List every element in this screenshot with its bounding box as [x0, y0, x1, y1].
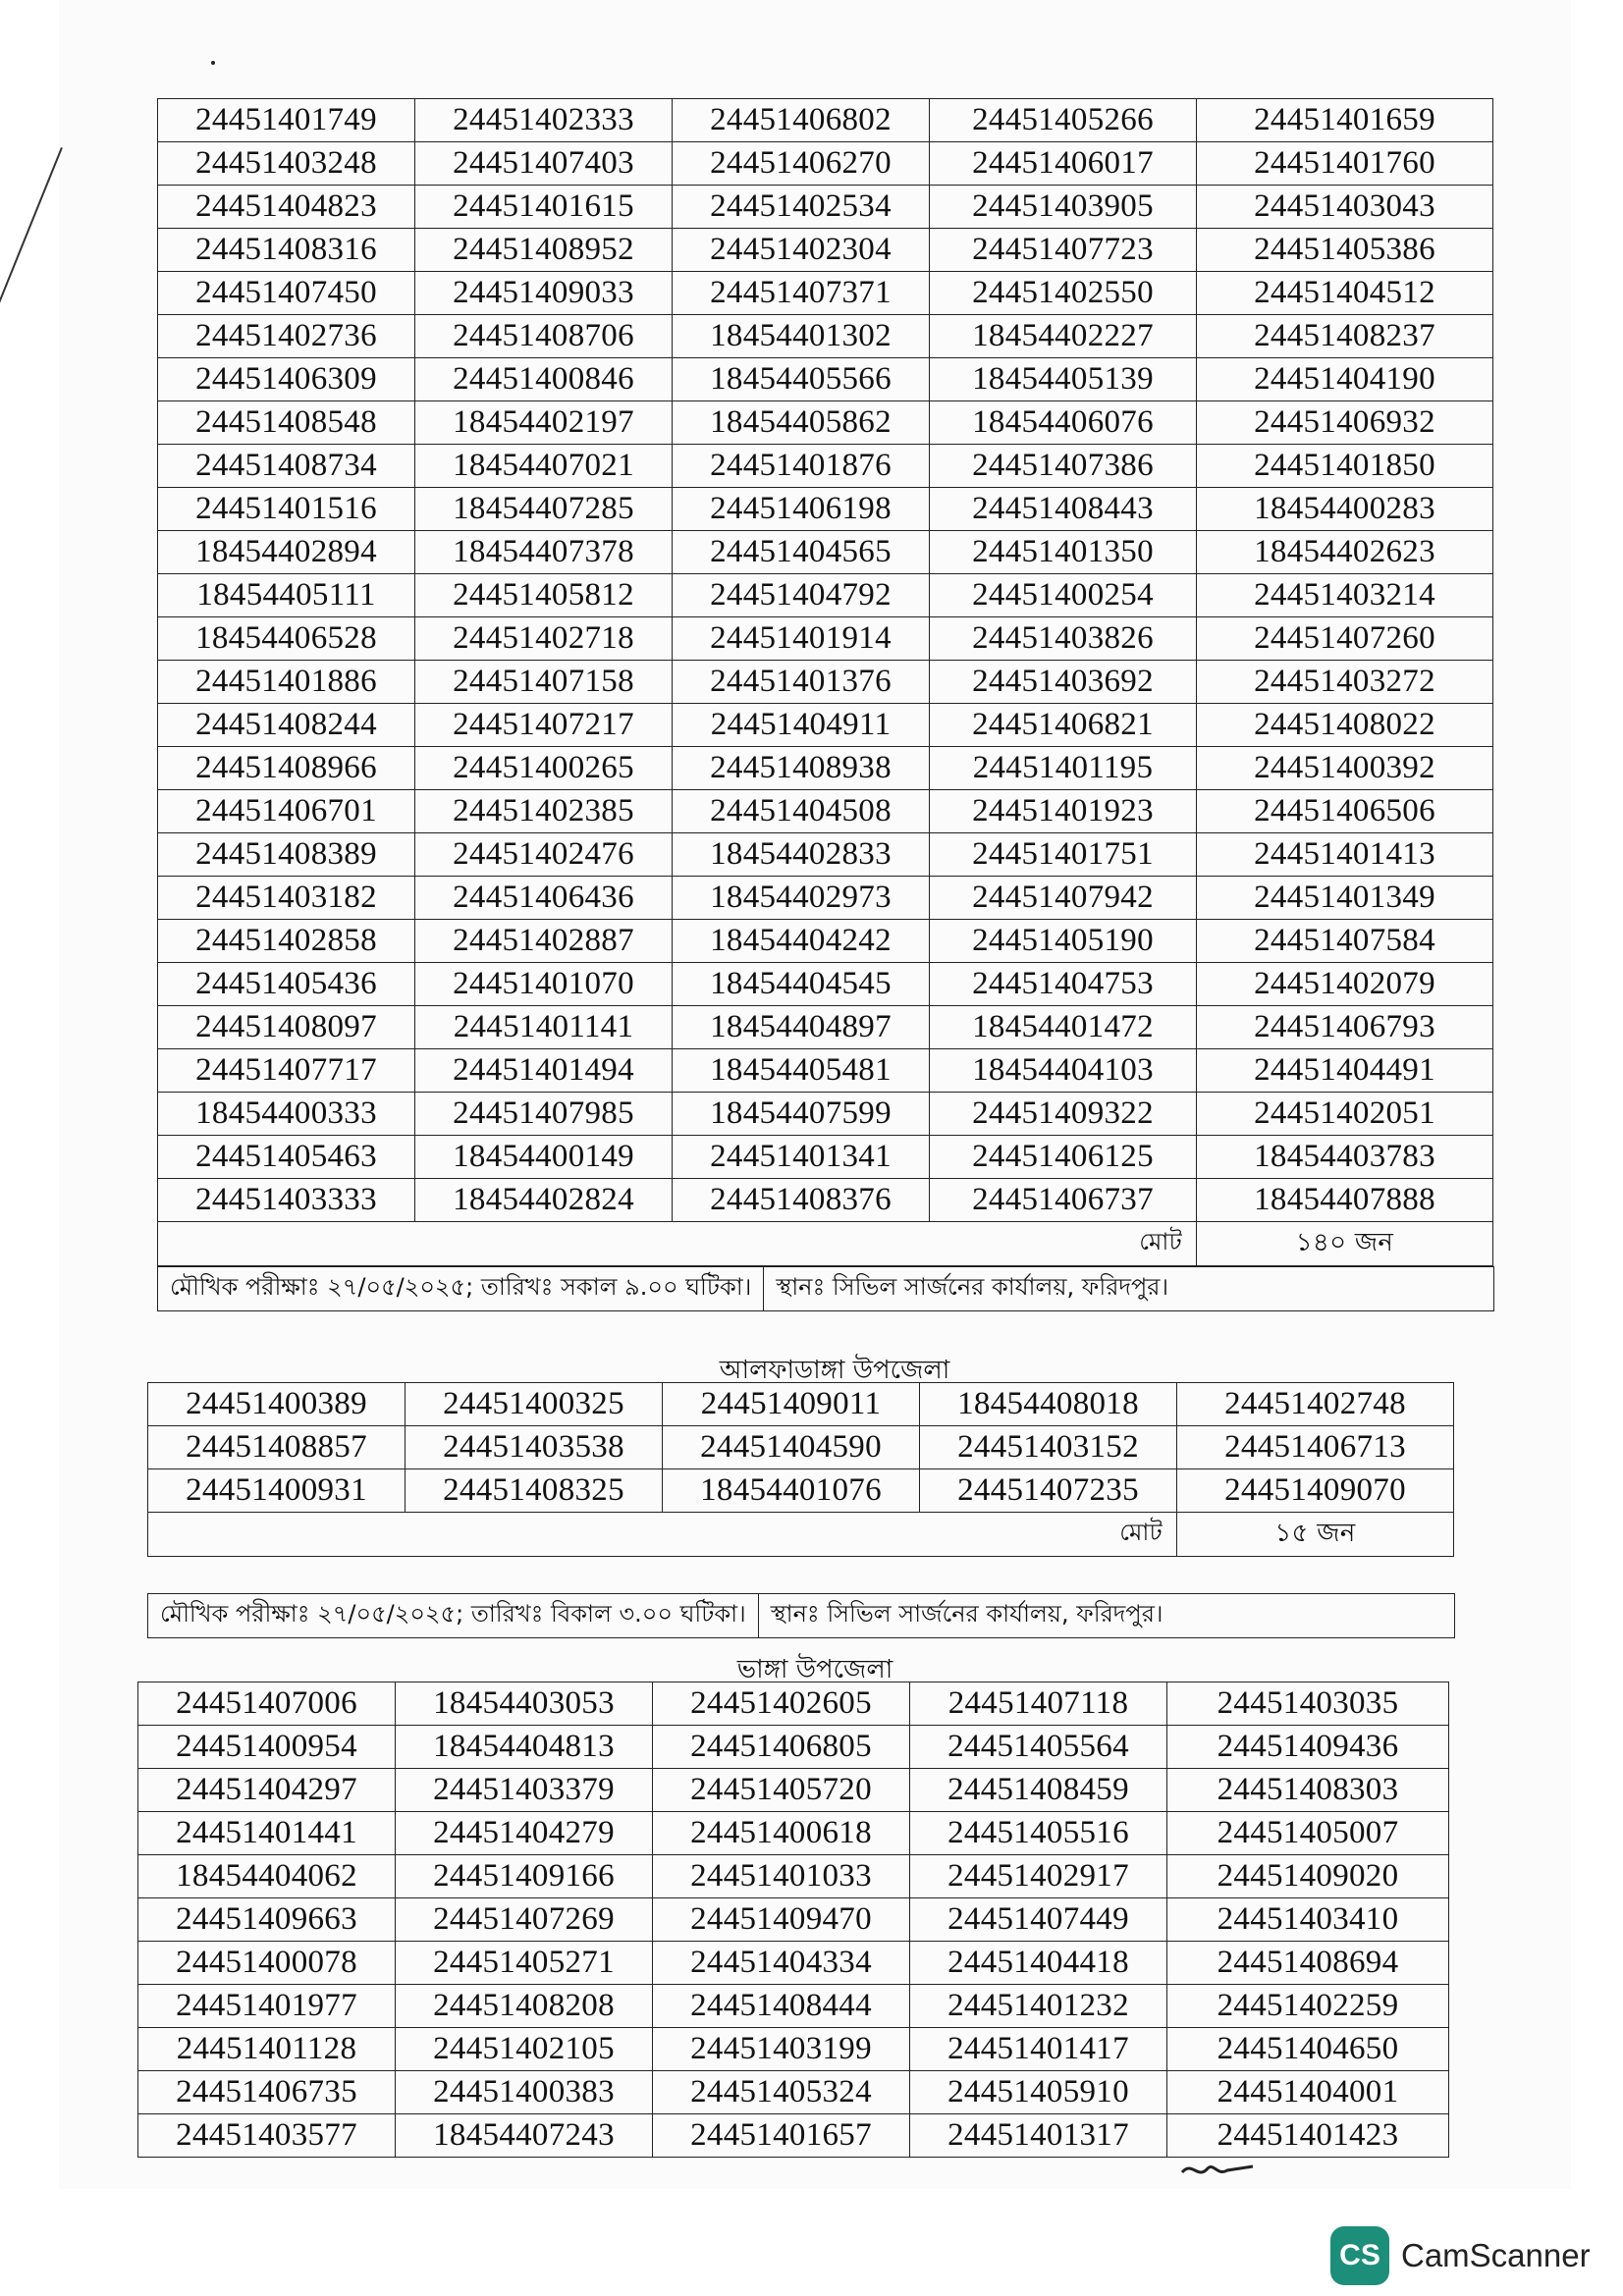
roll-number-cell: 24451408857 — [148, 1426, 406, 1469]
roll-number-cell: 18454403783 — [1197, 1136, 1493, 1179]
roll-number-cell: 24451408022 — [1197, 704, 1493, 747]
roll-number-cell: 24451400392 — [1197, 747, 1493, 790]
table-row — [148, 1383, 1454, 1426]
table-row — [158, 661, 1493, 704]
roll-number-cell: 24451403692 — [930, 661, 1197, 704]
roll-number-cell: 18454407378 — [415, 531, 673, 574]
total-count: ১৫ জন — [1177, 1513, 1454, 1557]
roll-number-cell: 18454406528 — [158, 617, 415, 661]
roll-number-cell: 24451401615 — [415, 186, 673, 229]
roll-number-cell: 18454400283 — [1197, 488, 1493, 531]
table-row — [158, 790, 1493, 833]
roll-number-cell: 24451409663 — [138, 1898, 396, 1942]
roll-number-cell: 24451404190 — [1197, 358, 1493, 401]
roll-number-cell: 24451402105 — [396, 2028, 653, 2071]
roll-number-cell: 24451408376 — [673, 1179, 930, 1222]
roll-number-cell: 18454402973 — [673, 877, 930, 920]
table-row — [158, 1006, 1493, 1049]
table-row — [158, 531, 1493, 574]
roll-number-cell: 24451405386 — [1197, 229, 1493, 272]
roll-number-cell: 24451404279 — [396, 1812, 653, 1855]
table-row — [158, 963, 1493, 1006]
roll-number-cell: 24451407386 — [930, 445, 1197, 488]
roll-number-cell: 24451404491 — [1197, 1049, 1493, 1093]
exam-venue: স্থানঃ সিভিল সার্জনের কার্যালয়, ফরিদপুর। — [770, 1600, 1163, 1628]
roll-number-cell: 18454402894 — [158, 531, 415, 574]
roll-number-cell: 24451405324 — [653, 2071, 910, 2114]
roll-number-cell: 24451406802 — [673, 99, 930, 142]
roll-number-cell: 24451407006 — [138, 1682, 396, 1726]
roll-number-cell: 24451408303 — [1167, 1769, 1449, 1812]
roll-number-cell: 24451407371 — [673, 272, 930, 315]
table-row — [138, 2028, 1449, 2071]
roll-number-cell: 24451408459 — [910, 1769, 1167, 1812]
roll-number-cell: 24451402476 — [415, 833, 673, 877]
total-spacer — [158, 1222, 930, 1266]
roll-number-cell: 24451406017 — [930, 142, 1197, 186]
roll-number-cell: 24451405516 — [910, 1812, 1167, 1855]
signature-mark — [1178, 2155, 1257, 2184]
roll-number-cell: 24451405190 — [930, 920, 1197, 963]
roll-number-cell: 18454405481 — [673, 1049, 930, 1093]
roll-number-cell: 24451401441 — [138, 1812, 396, 1855]
roll-number-cell: 24451401376 — [673, 661, 930, 704]
roll-number-cell: 18454404062 — [138, 1855, 396, 1898]
roll-number-cell: 24451403379 — [396, 1769, 653, 1812]
roll-number-cell: 24451404650 — [1167, 2028, 1449, 2071]
page-fold-line — [0, 147, 63, 312]
roll-number-cell: 18454400149 — [415, 1136, 673, 1179]
roll-number-cell: 24451402534 — [673, 186, 930, 229]
table-row — [158, 1136, 1493, 1179]
table-row — [158, 1049, 1493, 1093]
roll-number-cell: 24451403410 — [1167, 1898, 1449, 1942]
roll-number-cell: 24451403272 — [1197, 661, 1493, 704]
roll-number-cell: 24451409033 — [415, 272, 673, 315]
table-row — [158, 99, 1493, 142]
roll-number-cell: 24451401977 — [138, 1985, 396, 2028]
roll-number-cell: 18454401076 — [663, 1469, 920, 1513]
roll-number-cell: 24451401516 — [158, 488, 415, 531]
roll-number-cell: 24451407723 — [930, 229, 1197, 272]
roll-number-cell: 24451401413 — [1197, 833, 1493, 877]
table-row — [148, 1426, 1454, 1469]
total-spacer — [148, 1513, 920, 1557]
roll-number-cell: 24451404001 — [1167, 2071, 1449, 2114]
roll-number-cell: 18454404897 — [673, 1006, 930, 1049]
roll-number-cell: 24451408389 — [158, 833, 415, 877]
roll-number-cell: 24451406506 — [1197, 790, 1493, 833]
roll-number-cell: 24451403248 — [158, 142, 415, 186]
roll-number-cell: 24451403538 — [406, 1426, 663, 1469]
roll-number-cell: 24451407269 — [396, 1898, 653, 1942]
roll-number-cell: 24451407158 — [415, 661, 673, 704]
roll-number-cell: 24451403577 — [138, 2114, 396, 2158]
roll-number-cell: 24451409070 — [1177, 1469, 1454, 1513]
roll-number-cell: 24451408444 — [653, 1985, 910, 2028]
roll-number-cell: 18454405139 — [930, 358, 1197, 401]
exam-info-bar-1 — [157, 1266, 1494, 1311]
roll-number-cell: 24451407584 — [1197, 920, 1493, 963]
roll-number-cell: 24451407403 — [415, 142, 673, 186]
roll-table-section-3 — [137, 1682, 1449, 2158]
roll-number-cell: 24451401657 — [653, 2114, 910, 2158]
table-row — [138, 1942, 1449, 1985]
roll-number-cell: 24451401423 — [1167, 2114, 1449, 2158]
roll-number-cell: 24451401751 — [930, 833, 1197, 877]
roll-number-cell: 18454405566 — [673, 358, 930, 401]
table-row — [138, 1855, 1449, 1898]
roll-number-cell: 24451403199 — [653, 2028, 910, 2071]
table-row — [158, 358, 1493, 401]
roll-number-cell: 24451408316 — [158, 229, 415, 272]
section-heading-alfadanga: আলফাডাঙ্গা উপজেলা — [719, 1356, 950, 1385]
roll-number-cell: 24451404508 — [673, 790, 930, 833]
exam-date-time: মৌখিক পরীক্ষাঃ ২৭/০৫/২০২৫; তারিখঃ সকাল ৯.০০ ঘটিকা। — [158, 1267, 764, 1310]
roll-number-cell: 24451403152 — [920, 1426, 1177, 1469]
roll-number-cell: 24451408706 — [415, 315, 673, 358]
exam-date-time: মৌখিক পরীক্ষাঃ ২৭/০৫/২০২৫; তারিখঃ বিকাল ৩.০০ ঘটিকা। — [148, 1594, 759, 1637]
roll-number-cell: 24451404512 — [1197, 272, 1493, 315]
roll-number-cell: 18454404813 — [396, 1726, 653, 1769]
roll-number-cell: 18454402833 — [673, 833, 930, 877]
table-row — [138, 1726, 1449, 1769]
roll-number-cell: 24451407118 — [910, 1682, 1167, 1726]
table-row — [158, 920, 1493, 963]
roll-number-cell: 24451409166 — [396, 1855, 653, 1898]
table-row — [138, 1769, 1449, 1812]
roll-number-cell: 24451402748 — [1177, 1383, 1454, 1426]
table-row — [158, 704, 1493, 747]
roll-number-cell: 24451401350 — [930, 531, 1197, 574]
roll-number-cell: 24451404823 — [158, 186, 415, 229]
total-count: ১৪০ জন — [1197, 1222, 1493, 1266]
roll-number-cell: 24451401760 — [1197, 142, 1493, 186]
roll-number-cell: 24451402736 — [158, 315, 415, 358]
roll-number-cell: 24451404565 — [673, 531, 930, 574]
roll-number-cell: 24451404334 — [653, 1942, 910, 1985]
roll-number-cell: 24451401128 — [138, 2028, 396, 2071]
table-row — [158, 1093, 1493, 1136]
roll-number-cell: 24451408548 — [158, 401, 415, 445]
camscanner-brand-name: CamScanner — [1401, 2237, 1591, 2273]
table-row — [158, 186, 1493, 229]
roll-number-cell: 24451405564 — [910, 1726, 1167, 1769]
roll-number-cell: 24451402259 — [1167, 1985, 1449, 2028]
table-row — [148, 1469, 1454, 1513]
roll-number-cell: 18454400333 — [158, 1093, 415, 1136]
roll-number-cell: 24451408952 — [415, 229, 673, 272]
roll-number-cell: 24451403043 — [1197, 186, 1493, 229]
table-row — [138, 1812, 1449, 1855]
roll-number-cell: 24451409011 — [663, 1383, 920, 1426]
roll-number-cell: 24451403182 — [158, 877, 415, 920]
roll-number-cell: 24451406713 — [1177, 1426, 1454, 1469]
roll-number-cell: 24451407717 — [158, 1049, 415, 1093]
roll-number-cell: 24451400078 — [138, 1942, 396, 1985]
table-row — [138, 1898, 1449, 1942]
roll-number-cell: 24451405910 — [910, 2071, 1167, 2114]
roll-number-cell: 24451408097 — [158, 1006, 415, 1049]
roll-number-cell: 18454407599 — [673, 1093, 930, 1136]
roll-number-cell: 18454404242 — [673, 920, 930, 963]
table-row — [138, 2114, 1449, 2158]
table-row — [158, 574, 1493, 617]
roll-number-cell: 24451407450 — [158, 272, 415, 315]
roll-number-cell: 18454404545 — [673, 963, 930, 1006]
roll-number-cell: 24451402550 — [930, 272, 1197, 315]
scan-speck — [211, 61, 215, 65]
roll-number-cell: 24451400954 — [138, 1726, 396, 1769]
roll-number-cell: 18454406076 — [930, 401, 1197, 445]
table-row — [138, 1682, 1449, 1726]
roll-table-section-2 — [147, 1382, 1454, 1557]
roll-number-cell: 24451401850 — [1197, 445, 1493, 488]
roll-number-cell: 18454407888 — [1197, 1179, 1493, 1222]
roll-number-cell: 24451401317 — [910, 2114, 1167, 2158]
roll-number-cell: 24451400325 — [406, 1383, 663, 1426]
roll-number-cell: 24451401070 — [415, 963, 673, 1006]
roll-number-cell: 18454407243 — [396, 2114, 653, 2158]
roll-number-cell: 24451404911 — [673, 704, 930, 747]
roll-number-cell: 24451402304 — [673, 229, 930, 272]
roll-number-cell: 18454402623 — [1197, 531, 1493, 574]
roll-number-cell: 18454402197 — [415, 401, 673, 445]
roll-number-cell: 24451402079 — [1197, 963, 1493, 1006]
table-row — [158, 229, 1493, 272]
exam-venue: স্থানঃ সিভিল সার্জনের কার্যালয়, ফরিদপুর। — [776, 1273, 1169, 1301]
roll-number-cell: 24451405436 — [158, 963, 415, 1006]
table-row — [138, 2071, 1449, 2114]
roll-number-cell: 24451406198 — [673, 488, 930, 531]
roll-number-cell: 24451400389 — [148, 1383, 406, 1426]
table-row — [158, 445, 1493, 488]
roll-number-cell: 24451406821 — [930, 704, 1197, 747]
roll-number-cell: 24451403826 — [930, 617, 1197, 661]
roll-number-cell: 24451406125 — [930, 1136, 1197, 1179]
roll-number-cell: 24451409470 — [653, 1898, 910, 1942]
roll-number-cell: 24451407942 — [930, 877, 1197, 920]
roll-number-cell: 24451401659 — [1197, 99, 1493, 142]
roll-number-cell: 24451408244 — [158, 704, 415, 747]
roll-number-cell: 24451404418 — [910, 1942, 1167, 1985]
roll-number-cell: 24451401232 — [910, 1985, 1167, 2028]
roll-number-cell: 24451400383 — [396, 2071, 653, 2114]
roll-number-cell: 24451401141 — [415, 1006, 673, 1049]
roll-number-cell: 24451403214 — [1197, 574, 1493, 617]
roll-number-cell: 24451407449 — [910, 1898, 1167, 1942]
table-row — [158, 747, 1493, 790]
table-row — [158, 401, 1493, 445]
roll-number-cell: 24451400846 — [415, 358, 673, 401]
roll-number-cell: 24451408237 — [1197, 315, 1493, 358]
roll-number-cell: 18454401472 — [930, 1006, 1197, 1049]
roll-number-cell: 24451406436 — [415, 877, 673, 920]
roll-number-cell: 24451401923 — [930, 790, 1197, 833]
roll-number-cell: 24451408325 — [406, 1469, 663, 1513]
roll-number-cell: 24451407260 — [1197, 617, 1493, 661]
roll-number-cell: 24451405463 — [158, 1136, 415, 1179]
roll-number-cell: 18454404103 — [930, 1049, 1197, 1093]
roll-number-cell: 24451401033 — [653, 1855, 910, 1898]
roll-number-cell: 24451402887 — [415, 920, 673, 963]
table-row — [158, 877, 1493, 920]
table-row — [158, 1179, 1493, 1222]
roll-number-cell: 18454403053 — [396, 1682, 653, 1726]
table-row — [158, 488, 1493, 531]
roll-number-cell: 24451408938 — [673, 747, 930, 790]
roll-number-cell: 24451401349 — [1197, 877, 1493, 920]
roll-number-cell: 24451405266 — [930, 99, 1197, 142]
exam-info-bar-2 — [147, 1593, 1455, 1638]
roll-table-section-1 — [157, 98, 1493, 1266]
roll-number-cell: 18454408018 — [920, 1383, 1177, 1426]
table-row — [158, 833, 1493, 877]
roll-number-cell: 24451406805 — [653, 1726, 910, 1769]
roll-number-cell: 24451402718 — [415, 617, 673, 661]
roll-number-cell: 24451408966 — [158, 747, 415, 790]
roll-number-cell: 24451402385 — [415, 790, 673, 833]
roll-number-cell: 24451402917 — [910, 1855, 1167, 1898]
roll-number-cell: 24451402858 — [158, 920, 415, 963]
roll-number-cell: 24451400265 — [415, 747, 673, 790]
roll-number-cell: 24451405720 — [653, 1769, 910, 1812]
roll-number-cell: 24451406737 — [930, 1179, 1197, 1222]
roll-number-cell: 24451402051 — [1197, 1093, 1493, 1136]
roll-number-cell: 24451401876 — [673, 445, 930, 488]
roll-number-cell: 24451407217 — [415, 704, 673, 747]
roll-number-cell: 24451400931 — [148, 1469, 406, 1513]
roll-number-cell: 24451406270 — [673, 142, 930, 186]
roll-number-cell: 24451406735 — [138, 2071, 396, 2114]
roll-number-cell: 18454405862 — [673, 401, 930, 445]
roll-number-cell: 24451407235 — [920, 1469, 1177, 1513]
roll-number-cell: 18454402824 — [415, 1179, 673, 1222]
roll-number-cell: 24451409436 — [1167, 1726, 1449, 1769]
table-row — [158, 315, 1493, 358]
roll-number-cell: 24451408694 — [1167, 1942, 1449, 1985]
roll-number-cell: 24451406309 — [158, 358, 415, 401]
roll-number-cell: 24451400618 — [653, 1812, 910, 1855]
roll-number-cell: 24451403333 — [158, 1179, 415, 1222]
table-row — [158, 272, 1493, 315]
roll-number-cell: 24451408208 — [396, 1985, 653, 2028]
roll-number-cell: 24451406932 — [1197, 401, 1493, 445]
roll-number-cell: 18454402227 — [930, 315, 1197, 358]
roll-number-cell: 24451401749 — [158, 99, 415, 142]
roll-number-cell: 24451406793 — [1197, 1006, 1493, 1049]
roll-number-cell: 24451408443 — [930, 488, 1197, 531]
roll-number-cell: 24451402333 — [415, 99, 673, 142]
table-row — [158, 617, 1493, 661]
roll-number-cell: 24451405812 — [415, 574, 673, 617]
roll-number-cell: 24451405271 — [396, 1942, 653, 1985]
roll-number-cell: 24451409322 — [930, 1093, 1197, 1136]
roll-number-cell: 18454405111 — [158, 574, 415, 617]
roll-number-cell: 18454407285 — [415, 488, 673, 531]
roll-number-cell: 24451408734 — [158, 445, 415, 488]
roll-number-cell: 24451404297 — [138, 1769, 396, 1812]
roll-number-cell: 24451402605 — [653, 1682, 910, 1726]
camscanner-logo-icon: CS — [1330, 2226, 1389, 2285]
roll-number-cell: 24451404792 — [673, 574, 930, 617]
roll-number-cell: 18454407021 — [415, 445, 673, 488]
roll-number-cell: 24451404590 — [663, 1426, 920, 1469]
roll-number-cell: 24451401417 — [910, 2028, 1167, 2071]
roll-number-cell: 24451407985 — [415, 1093, 673, 1136]
roll-number-cell: 24451405007 — [1167, 1812, 1449, 1855]
total-label: মোট — [920, 1513, 1177, 1557]
roll-number-cell: 18454401302 — [673, 315, 930, 358]
roll-number-cell: 24451401914 — [673, 617, 930, 661]
camscanner-watermark — [1330, 2226, 1591, 2285]
roll-number-cell: 24451401341 — [673, 1136, 930, 1179]
total-label: মোট — [930, 1222, 1197, 1266]
roll-number-cell: 24451403035 — [1167, 1682, 1449, 1726]
section-heading-bhanga: ভাঙ্গা উপজেলা — [736, 1655, 893, 1684]
roll-number-cell: 24451401195 — [930, 747, 1197, 790]
roll-number-cell: 24451403905 — [930, 186, 1197, 229]
roll-number-cell: 24451401886 — [158, 661, 415, 704]
table-row — [138, 1985, 1449, 2028]
roll-number-cell: 24451406701 — [158, 790, 415, 833]
roll-number-cell: 24451404753 — [930, 963, 1197, 1006]
table-row — [158, 142, 1493, 186]
roll-number-cell: 24451409020 — [1167, 1855, 1449, 1898]
roll-number-cell: 24451401494 — [415, 1049, 673, 1093]
roll-number-cell: 24451400254 — [930, 574, 1197, 617]
